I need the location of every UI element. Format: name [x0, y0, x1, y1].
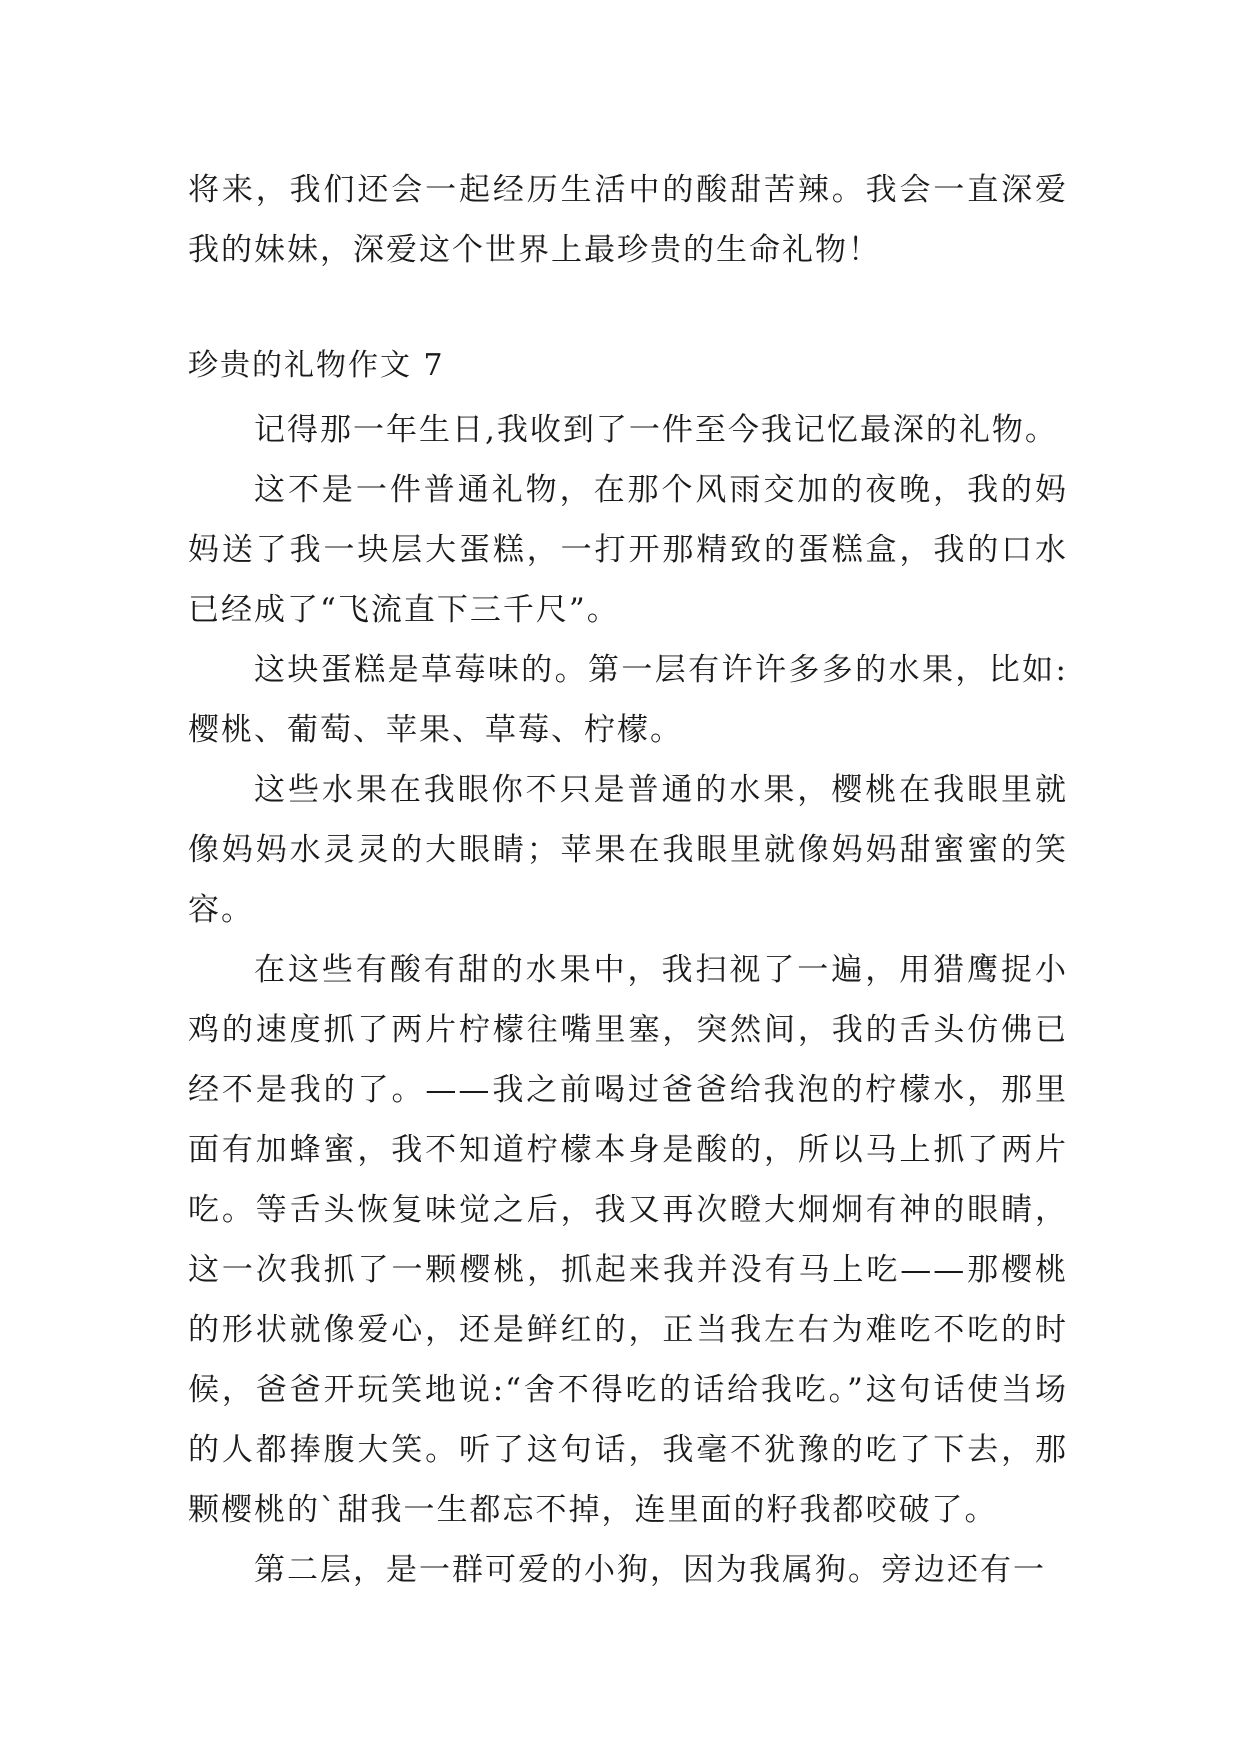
paragraph-6: 第二层，是一群可爱的小狗，因为我属狗。旁边还有一 — [254, 1552, 1046, 1588]
paragraph-4: 这些水果在我眼你不只是普通的水果，樱桃在我眼里就像妈妈水灵灵的大眼睛；苹果在我眼里就像妈妈甜蜜蜜的笑容。 — [188, 772, 1068, 928]
intro-paragraph: 将来，我们还会一起经历生活中的酸甜苦辣。我会一直深爱我的妹妹，深爱这个世界上最珍贵的生命礼物！ — [188, 172, 1068, 268]
essay-content — [188, 400, 1068, 1600]
section-title: 珍贵的礼物作文 7 — [188, 348, 445, 383]
paragraph-2: 这不是一件普通礼物，在那个风雨交加的夜晚，我的妈妈送了我一块层大蛋糕，一打开那精致的蛋糕盒，我的口水已经成了“飞流直下三千尺”。 — [188, 472, 1068, 628]
paragraph-5: 在这些有酸有甜的水果中，我扫视了一遍，用猎鹰捉小鸡的速度抓了两片柠檬往嘴里塞，突然间，我的舌头仿佛已经不是我的了。——我之前喝过爸爸给我泡的柠檬水，那里面有加蜂蜜，我不知道柠檬本身是酸的，所以马上抓了两片吃。等舌头恢复味觉之后，我又再次瞪大炯炯有神的眼睛，这一次我抓了一颗樱桃，抓起来我并没有马上吃——那樱桃的形状就像爱心，还是鲜红的，正当我左右为难吃不吃的时候，爸爸开玩笑地说:“舍不得吃的话给我吃。”这句话使当场的人都捧腹大笑。听了这句话，我毫不犹豫的吃了下去，那颗樱桃的`甜我一生都忘不掉，连里面的籽我都咬破了。 — [188, 952, 1068, 1528]
paragraph-1: 记得那一年生日,我收到了一件至今我记忆最深的礼物。 — [254, 412, 1058, 448]
intro-block — [188, 160, 1068, 280]
paragraph-3: 这块蛋糕是草莓味的。第一层有许许多多的水果，比如:樱桃、葡萄、苹果、草莓、柠檬。 — [188, 652, 1068, 748]
